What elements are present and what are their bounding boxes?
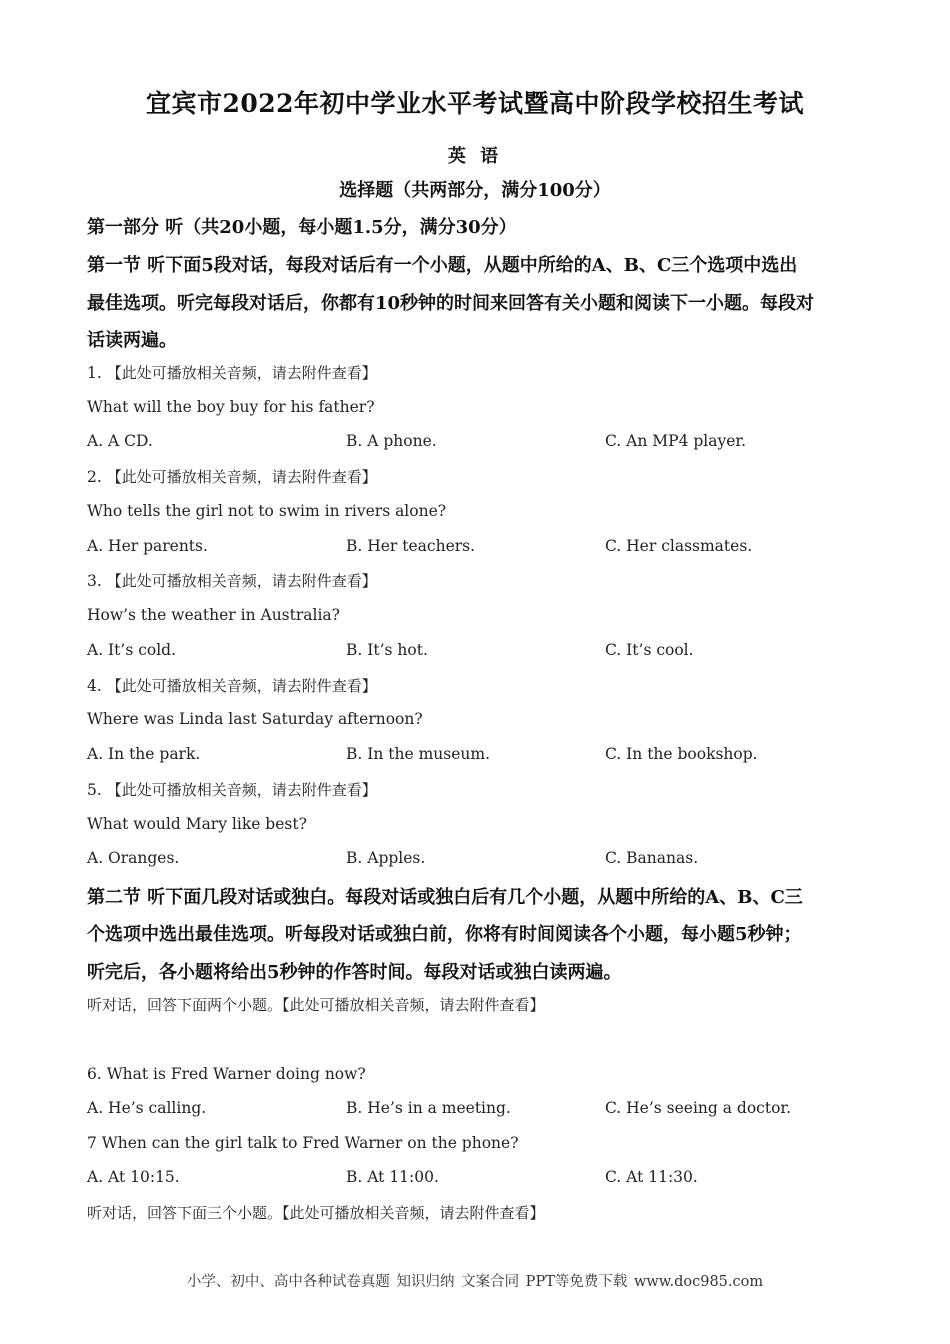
part1-heading: 第一部分 听（共20小题，每小题1.5分，满分30分） (87, 217, 517, 238)
option-a: A. He’s calling. (87, 1099, 207, 1117)
option-c: C. Her classmates. (605, 537, 753, 555)
question-number: 3. (87, 572, 102, 590)
question-text: What would Mary like best? (87, 815, 307, 833)
question-text: Where was Linda last Saturday afternoon? (87, 710, 423, 728)
option-a: A. It’s cold. (87, 641, 177, 659)
audio-note[interactable]: 【此处可播放相关音频，请去附件查看】 (282, 996, 545, 1014)
option-c: C. He’s seeing a doctor. (605, 1099, 792, 1117)
option-b: B. He’s in a meeting. (346, 1099, 511, 1117)
option-b: B. At 11:00. (346, 1168, 439, 1186)
question-audio-line (87, 779, 377, 800)
dialog-instruction (87, 1202, 545, 1223)
option-b: B. In the museum. (346, 745, 491, 763)
option-a: A. A CD. (87, 432, 153, 450)
option-c: C. It’s cool. (605, 641, 694, 659)
option-a: A. At 10:15. (87, 1168, 180, 1186)
dialog-instruction-text: 听对话，回答下面三个小题。 (87, 1204, 283, 1222)
section2-instruction-line: 听完后，各小题将给出5秒钟的作答时间。每段对话或独白读两遍。 (87, 962, 622, 983)
page-footer[interactable]: 小学、初中、高中各种试卷真题 知识归纳 文案合同 PPT等免费下载 www.doc985.com (186, 1274, 764, 1290)
section1-instruction-line: 话读两遍。 (87, 330, 177, 351)
option-b: B. A phone. (346, 432, 437, 450)
subject-heading: 英 语 (447, 146, 503, 167)
section2-instruction-line: 第二节 听下面几段对话或独白。每段对话或独白后有几个小题，从题中所给的A、B、C三 (87, 887, 803, 908)
option-b: B. Apples. (346, 849, 426, 867)
choice-section-header: 选择题（共两部分，满分100分） (339, 180, 611, 201)
question-audio-line (87, 675, 377, 696)
dialog-instruction-text: 听对话，回答下面两个小题。 (87, 996, 283, 1014)
audio-note[interactable]: 【此处可播放相关音频，请去附件查看】 (106, 364, 377, 382)
option-a: A. In the park. (87, 745, 201, 763)
section1-instruction-line: 最佳选项。听完每段对话后，你都有10秒钟的时间来回答有关小题和阅读下一小题。每段对 (87, 293, 815, 314)
option-b: B. Her teachers. (346, 537, 476, 555)
audio-note[interactable]: 【此处可播放相关音频，请去附件查看】 (106, 781, 377, 799)
audio-note[interactable]: 【此处可播放相关音频，请去附件查看】 (106, 572, 377, 590)
exam-title: 宜宾市2022年初中学业水平考试暨高中阶段学校招生考试 (145, 89, 805, 118)
question-audio-line (87, 570, 377, 591)
question-text: 6. What is Fred Warner doing now? (87, 1065, 366, 1083)
option-a: A. Oranges. (87, 849, 180, 867)
question-number: 5. (87, 781, 102, 799)
section2-instruction-line: 个选项中选出最佳选项。听每段对话或独白前，你将有时间阅读各个小题，每小题5秒钟； (87, 924, 802, 945)
option-c: C. Bananas. (605, 849, 699, 867)
option-c: C. An MP4 player. (605, 432, 747, 450)
question-text: How’s the weather in Australia? (87, 606, 340, 624)
dialog-instruction (87, 994, 545, 1015)
question-number: 1. (87, 364, 102, 382)
option-c: C. At 11:30. (605, 1168, 698, 1186)
question-text: Who tells the girl not to swim in rivers alone? (87, 502, 447, 520)
option-c: C. In the bookshop. (605, 745, 758, 763)
option-b: B. It’s hot. (346, 641, 428, 659)
audio-note[interactable]: 【此处可播放相关音频，请去附件查看】 (282, 1204, 545, 1222)
audio-note[interactable]: 【此处可播放相关音频，请去附件查看】 (106, 468, 377, 486)
option-a: A. Her parents. (87, 537, 208, 555)
question-text: 7 When can the girl talk to Fred Warner on the phone? (87, 1134, 519, 1152)
question-number: 4. (87, 677, 102, 695)
question-audio-line (87, 362, 377, 383)
section1-instruction-line: 第一节 听下面5段对话，每段对话后有一个小题，从题中所给的A、B、C三个选项中选出 (87, 255, 798, 276)
question-audio-line (87, 466, 377, 487)
question-number: 2. (87, 468, 102, 486)
audio-note[interactable]: 【此处可播放相关音频，请去附件查看】 (106, 677, 377, 695)
question-text: What will the boy buy for his father? (87, 398, 375, 416)
